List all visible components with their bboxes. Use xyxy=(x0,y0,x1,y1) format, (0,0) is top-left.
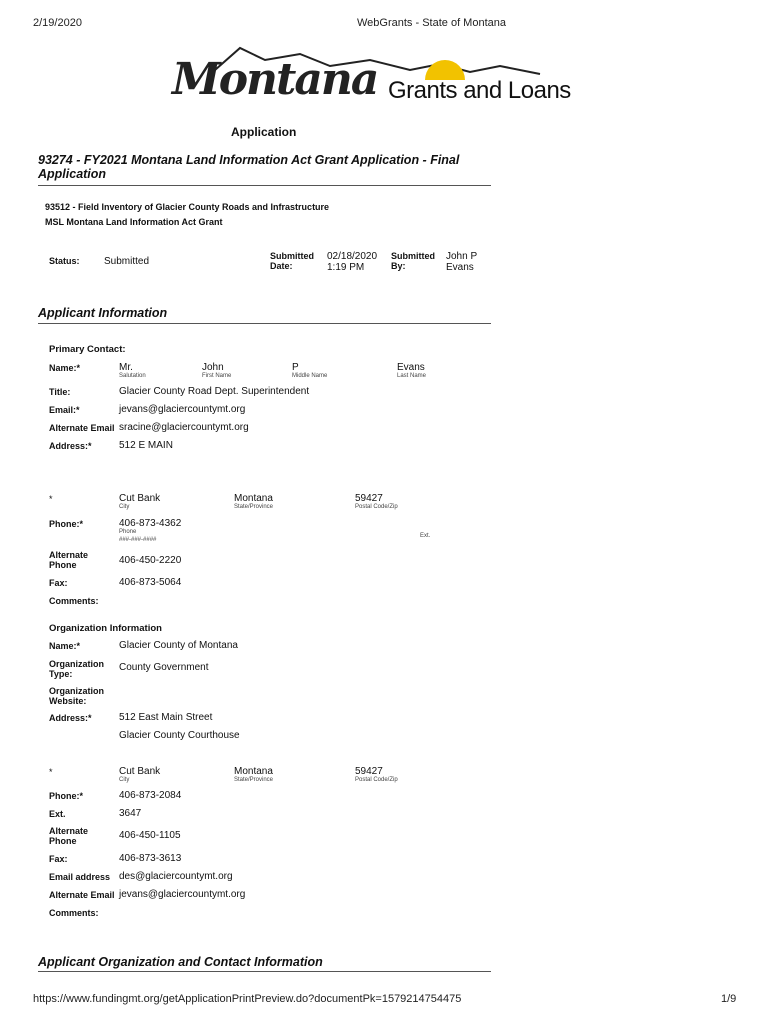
zip-value: 59427 xyxy=(355,493,383,504)
org-zip-sublabel: Postal Code/Zip xyxy=(355,777,398,783)
alt-email-label: Alternate Email xyxy=(49,423,115,433)
submitted-by-label2: By: xyxy=(391,261,406,271)
alt-phone-label2: Phone xyxy=(49,560,77,570)
project-line: 93512 - Field Inventory of Glacier County Roads and Infrastructure xyxy=(45,202,330,212)
email-value: jevans@glaciercountymt.org xyxy=(119,404,246,415)
applicant-section-title: Applicant Information xyxy=(38,306,168,320)
org-type-label: Organization xyxy=(49,659,105,669)
submitted-by-line1: John P xyxy=(446,251,478,262)
alt-phone-value: 406-450-2220 xyxy=(119,555,182,566)
phone-label: Phone:* xyxy=(49,519,84,529)
address-value: 512 E MAIN xyxy=(119,440,173,451)
org-address-line2: Glacier County Courthouse xyxy=(119,730,240,741)
last-name-value: Evans xyxy=(397,362,425,373)
submitted-date-label: Submitted xyxy=(270,251,314,261)
phone-value: 406-873-4362 xyxy=(119,518,182,529)
print-page-number: 1/9 xyxy=(721,993,737,1005)
primary-contact-heading: Primary Contact: xyxy=(49,344,126,355)
org-alt-phone-label: Alternate xyxy=(49,826,89,836)
page-heading: Application xyxy=(231,125,297,139)
org-website-label2: Website: xyxy=(49,696,87,706)
comments-label: Comments: xyxy=(49,596,99,606)
org-phone-label: Phone:* xyxy=(49,791,84,801)
submitted-by-line2: Evans xyxy=(446,262,474,273)
org-comments-label: Comments: xyxy=(49,908,99,918)
state-value: Montana xyxy=(234,493,273,504)
program-line: MSL Montana Land Information Act Grant xyxy=(45,217,223,227)
name-label: Name:* xyxy=(49,363,81,373)
org-zip-value: 59427 xyxy=(355,766,383,777)
org-type-label2: Type: xyxy=(49,669,73,679)
phone-format-hint: ###-###-#### xyxy=(119,537,157,543)
org-city-required-marker: * xyxy=(49,767,53,777)
first-name-value: John xyxy=(202,362,224,373)
org-email-value: des@glaciercountymt.org xyxy=(119,871,233,882)
org-contact-divider xyxy=(38,971,491,972)
org-type-value: County Government xyxy=(119,662,209,673)
org-address-label: Address:* xyxy=(49,713,92,723)
logo-script-text: Montana xyxy=(172,54,378,105)
middle-name-sublabel: Middle Name xyxy=(292,373,328,379)
org-website-label: Organization xyxy=(49,686,105,696)
salutation-sublabel: Salutation xyxy=(119,373,146,379)
org-fax-value: 406-873-3613 xyxy=(119,853,182,864)
fax-label: Fax: xyxy=(49,578,68,588)
alt-email-value: sracine@glaciercountymt.org xyxy=(119,422,249,433)
org-alt-phone-value: 406-450-1105 xyxy=(119,830,181,841)
org-ext-value: 3647 xyxy=(119,808,142,819)
email-label: Email:* xyxy=(49,405,80,415)
org-city-sublabel: City xyxy=(119,777,130,783)
applicant-divider xyxy=(38,323,491,324)
organization-heading: Organization Information xyxy=(49,623,162,634)
title-value: Glacier County Road Dept. Superintendent xyxy=(119,386,310,397)
org-state-sublabel: State/Province xyxy=(234,777,274,783)
print-date: 2/19/2020 xyxy=(33,17,82,29)
org-ext-label: Ext. xyxy=(49,809,66,819)
org-alt-email-label: Alternate Email xyxy=(49,890,115,900)
org-address-line1: 512 East Main Street xyxy=(119,712,213,723)
title-divider xyxy=(38,185,491,186)
middle-name-value: P xyxy=(292,362,299,373)
status-value: Submitted xyxy=(104,256,150,267)
org-city-value: Cut Bank xyxy=(119,766,161,777)
city-value: Cut Bank xyxy=(119,493,161,504)
application-title-line2: Application xyxy=(38,167,107,181)
zip-sublabel: Postal Code/Zip xyxy=(355,504,398,510)
title-label: Title: xyxy=(49,387,71,397)
org-name-label: Name:* xyxy=(49,641,81,651)
city-required-marker: * xyxy=(49,494,53,504)
status-label: Status: xyxy=(49,256,80,266)
montana-grants-logo xyxy=(170,40,620,110)
submitted-date-label2: Date: xyxy=(270,261,293,271)
org-alt-email-value: jevans@glaciercountymt.org xyxy=(119,889,246,900)
org-phone-value: 406-873-2084 xyxy=(119,790,182,801)
org-email-label: Email address xyxy=(49,872,111,882)
org-contact-section-title: Applicant Organization and Contact Information xyxy=(38,955,323,969)
state-sublabel: State/Province xyxy=(234,504,274,510)
print-title: WebGrants - State of Montana xyxy=(357,17,506,29)
submitted-time: 1:19 PM xyxy=(327,262,365,273)
application-title-line1: 93274 - FY2021 Montana Land Information Act Grant Application - Final xyxy=(38,153,460,167)
org-alt-phone-label2: Phone xyxy=(49,836,77,846)
ext-sublabel: Ext. xyxy=(420,533,431,539)
submitted-by-label: Submitted xyxy=(391,251,435,261)
org-name-value: Glacier County of Montana xyxy=(119,640,238,651)
address-label: Address:* xyxy=(49,441,92,451)
submitted-date: 02/18/2020 xyxy=(327,251,378,262)
salutation-value: Mr. xyxy=(119,362,133,373)
phone-sublabel: Phone xyxy=(119,529,137,535)
alt-phone-label: Alternate xyxy=(49,550,89,560)
org-fax-label: Fax: xyxy=(49,854,68,864)
city-sublabel: City xyxy=(119,504,130,510)
fax-value: 406-873-5064 xyxy=(119,577,182,588)
org-state-value: Montana xyxy=(234,766,273,777)
print-url[interactable]: https://www.fundingmt.org/getApplicationPrintPreview.do?documentPk=1579214754475 xyxy=(33,993,462,1005)
first-name-sublabel: First Name xyxy=(202,373,232,379)
logo-grants-text: Grants and Loans xyxy=(388,77,571,104)
last-name-sublabel: Last Name xyxy=(397,373,427,379)
